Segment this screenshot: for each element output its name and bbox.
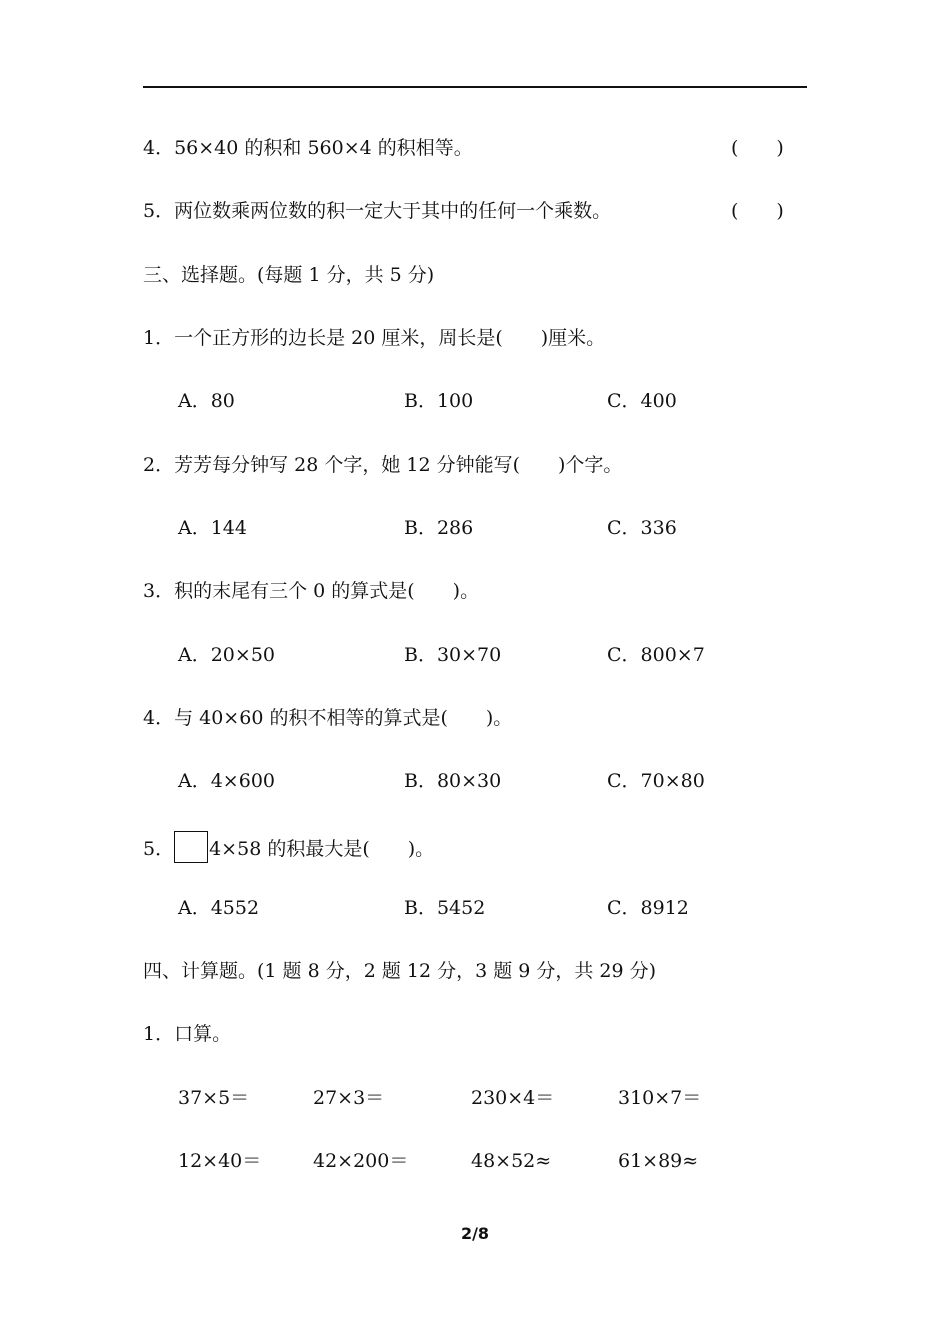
choice-1-option-c: C．400 — [607, 390, 677, 412]
choice-question-2: 2．芳芳每分钟写 28 个字，她 12 分钟能写( )个字。 — [143, 454, 623, 476]
choice-4-option-c: C．70×80 — [607, 770, 705, 792]
choice-question-4: 4．与 40×60 的积不相等的算式是( )。 — [143, 707, 513, 729]
mental-calc-item: 48×52≈ — [471, 1150, 552, 1172]
judge-item-5: 5．两位数乘两位数的积一定大于其中的任何一个乘数。 — [143, 200, 612, 222]
choice-5-option-c: C．8912 — [607, 897, 689, 919]
choice-1-option-a: A．80 — [178, 390, 235, 412]
judge-blank-5: ( ) — [731, 200, 784, 222]
choice-5-option-a: A．4552 — [178, 897, 260, 919]
mental-calc-item: 230×4＝ — [471, 1087, 555, 1109]
choice-3-option-b: B．30×70 — [404, 644, 502, 666]
calc-sub-1: 1．口算。 — [143, 1023, 232, 1045]
choice-2-option-a: A．144 — [178, 517, 247, 539]
mental-calc-item: 61×89≈ — [618, 1150, 699, 1172]
blank-digit-box — [174, 831, 208, 863]
choice-3-option-a: A．20×50 — [178, 644, 275, 666]
choice-4-option-b: B．80×30 — [404, 770, 502, 792]
choice-5-option-b: B．5452 — [404, 897, 486, 919]
top-rule — [143, 86, 807, 88]
choice-question-3: 3．积的末尾有三个 0 的算式是( )。 — [143, 580, 480, 602]
judge-item-4: 4．56×40 的积和 560×4 的积相等。 — [143, 137, 473, 159]
judge-blank-4: ( ) — [731, 137, 784, 159]
section-4-title: 四、计算题。(1 题 8 分，2 题 12 分，3 题 9 分，共 29 分) — [143, 960, 657, 982]
mental-calc-item: 42×200＝ — [313, 1150, 409, 1172]
choice-1-option-b: B．100 — [404, 390, 474, 412]
mental-calc-item: 37×5＝ — [178, 1087, 250, 1109]
mental-calc-item: 27×3＝ — [313, 1087, 385, 1109]
page-number: 2/8 — [460, 1224, 490, 1243]
choice-question-5 — [143, 831, 434, 863]
choice-5-stem: 4×58 的积最大是( )。 — [209, 838, 435, 860]
choice-3-option-c: C．800×7 — [607, 644, 705, 666]
choice-5-number: 5． — [143, 838, 175, 860]
mental-calc-item: 12×40＝ — [178, 1150, 262, 1172]
choice-2-option-c: C．336 — [607, 517, 677, 539]
choice-question-1: 1．一个正方形的边长是 20 厘米，周长是( )厘米。 — [143, 327, 606, 349]
mental-calc-item: 310×7＝ — [618, 1087, 702, 1109]
choice-4-option-a: A．4×600 — [178, 770, 275, 792]
choice-2-option-b: B．286 — [404, 517, 474, 539]
section-3-title: 三、选择题。(每题 1 分，共 5 分) — [143, 264, 435, 286]
